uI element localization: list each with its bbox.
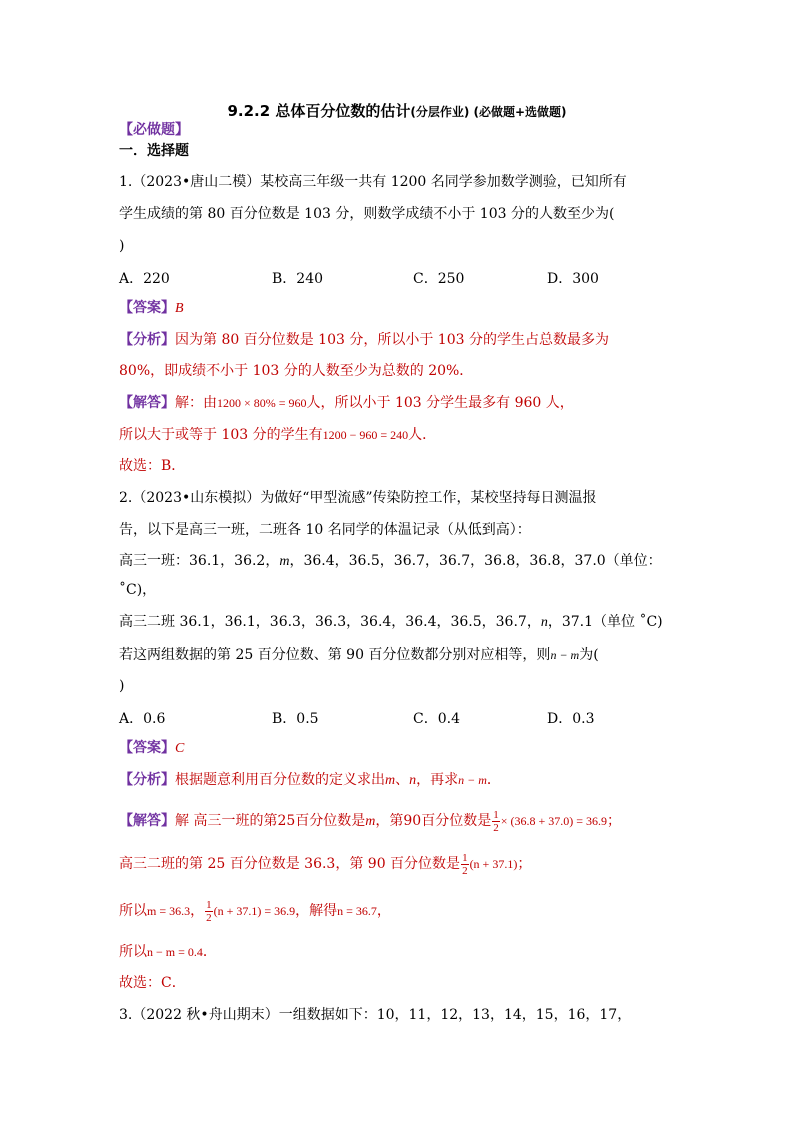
q2-sol2-den: 2 [462, 864, 468, 877]
q2-sol1-num: 1 [493, 808, 499, 821]
q2-analysis-b: ，再求 [416, 772, 459, 788]
q1-solution-1 [119, 393, 574, 413]
q1-option-d: D．300 [547, 271, 599, 287]
q2-line-6-b: 为( [579, 647, 599, 663]
q2-analysis-m: m [385, 773, 396, 788]
q2-sol3-m: m = 36.3 [147, 904, 191, 918]
q2-option-b: B．0.5 [272, 711, 319, 727]
q2-solution-tag: 【解答】 [119, 813, 175, 829]
q2-sol1-den: 2 [493, 821, 499, 834]
q2-answer-value: C [175, 741, 185, 756]
q2-solution-2 [119, 849, 531, 879]
q2-solution-4 [119, 942, 217, 962]
q2-answer-tag: 【答案】 [119, 740, 175, 756]
q1-option-c: C．250 [413, 271, 465, 287]
q2-sol1-a: 解 高三一班的第25百分位数是 [175, 813, 366, 829]
q2-sol3-end: ， [376, 903, 391, 919]
q2-option-c: C．0.4 [413, 711, 460, 727]
q2-line-5-a: 高三二班 36.1，36.1，36.3，36.3，36.4，36.4，36.5，36.7， [119, 614, 541, 630]
q2-var-n: n [540, 615, 548, 630]
q2-analysis-sep: 、 [395, 772, 410, 788]
q2-sol1-fraction [492, 809, 500, 834]
q2-option-d: D．0.3 [547, 711, 595, 727]
q2-solution-3 [119, 896, 391, 926]
q2-sol3-den: 2 [206, 911, 212, 924]
q2-line-7: ) [119, 678, 125, 694]
q2-var-m: m [279, 554, 290, 569]
q2-analysis-end: ． [486, 772, 501, 788]
q1-solution-math-1: 1200 × 80% = 960 [217, 396, 307, 410]
q1-solution-math-2: 1200 − 960 = 240 [322, 428, 409, 442]
q2-sol4-end: ． [202, 944, 217, 960]
page-title [0, 100, 794, 121]
q1-line-3: ) [119, 238, 125, 254]
q3-line-1: 3.（2022 秋•舟山期末）一组数据如下：10，11，12，13，14，15，16，17， [119, 1007, 632, 1023]
q2-line-2: 告，以下是高三一班，二班各 10 名同学的体温记录（从低到高）： [119, 522, 531, 538]
q2-sol3-fraction [205, 899, 213, 924]
q2-analysis-n: n [409, 773, 417, 788]
q2-sol3-math: (n + 37.1) = 36.9 [213, 904, 296, 918]
title-sub: (分层作业) (必做题+选做题) [410, 105, 567, 119]
q1-line-1: 1.（2023•唐山二模）某校高三年级一共有 1200 名同学参加数学测验，已知所有 [119, 174, 627, 190]
q1-line-2: 学生成绩的第 80 百分位数是 103 分，则数学成绩不小于 103 分的人数至少为( [119, 206, 615, 222]
q2-analysis-a: 根据题意利用百分位数的定义求出 [175, 772, 385, 788]
q2-analysis-tag: 【分析】 [119, 772, 175, 788]
q1-solution-text-c: 所以大于或等于 103 分的学生有 [119, 427, 323, 443]
q1-answer [119, 298, 184, 319]
q2-option-a: A．0.6 [119, 711, 166, 727]
q2-line-6-a: 若这两组数据的第 25 百分位数、第 90 百分位数都分别对应相等，则 [119, 647, 551, 663]
q2-sol2-math: (n + 37.1) [469, 857, 518, 871]
title-main: 9.2.2 总体百分位数的估计 [227, 102, 411, 120]
q2-line-1: 2.（2023•山东模拟）为做好“甲型流感”传染防控工作，某校坚持每日测温报 [119, 490, 597, 506]
q2-sol3-n: n = 36.7 [337, 904, 377, 918]
section-heading: 一．选择题 [119, 143, 189, 159]
q2-line-3-b: ，36.4，36.5，36.7，36.7，36.8，36.8，37.0（单位： [289, 553, 662, 569]
q2-solution-1 [119, 806, 621, 836]
q1-answer-tag: 【答案】 [119, 300, 175, 316]
q1-analysis-text-1: 因为第 80 百分位数是 103 分，所以小于 103 分的学生占总数最多为 [175, 332, 609, 348]
q2-line-6-math: n − m [550, 648, 580, 662]
q2-sol1-m: m [365, 814, 376, 829]
q2-line-3 [119, 551, 662, 572]
q1-answer-value: B [175, 301, 184, 316]
q1-analysis-text-2: 80%，即成绩不小于 103 分的人数至少为总数的 20%． [119, 363, 474, 379]
q1-solution-text-a: 解：由 [175, 395, 217, 411]
q2-line-3-a: 高三一班：36.1，36.2， [119, 553, 280, 569]
q1-analysis [119, 330, 609, 350]
q2-sol3-num: 1 [206, 898, 212, 911]
section-tag: 【必做题】 [119, 122, 189, 138]
q1-solution-text-d: 人． [408, 427, 437, 443]
q1-option-a: A．220 [119, 271, 170, 287]
q2-answer [119, 738, 184, 759]
q2-sol2-a: 高三二班的第 25 百分位数是 36.3，第 90 百分位数是 [119, 856, 461, 872]
q2-sol1-end: ； [607, 813, 622, 829]
q2-sol4-a: 所以 [119, 944, 147, 960]
q1-choice: 故选：B． [119, 458, 186, 474]
q2-sol1-b: ，第90百分位数是 [375, 813, 492, 829]
q2-sol2-end: ； [517, 856, 532, 872]
q2-sol2-num: 1 [462, 851, 468, 864]
q2-choice: 故选：C． [119, 975, 186, 991]
q1-solution-2 [119, 425, 436, 445]
q2-sol4-math: n − m = 0.4 [147, 945, 203, 959]
q2-sol3-a: 所以 [119, 903, 147, 919]
q2-sol1-math: × (36.8 + 37.0) = 36.9 [500, 814, 608, 828]
q2-sol3-b: ，解得 [295, 903, 338, 919]
q2-line-4: ˚C)， [119, 582, 157, 598]
q2-line-5 [119, 612, 663, 633]
q1-option-b: B．240 [272, 271, 324, 287]
q2-analysis-math: n − m [458, 773, 487, 787]
q2-analysis [119, 770, 501, 791]
q2-sol3-sep: ， [190, 903, 205, 919]
q1-solution-tag: 【解答】 [119, 395, 175, 411]
q2-line-5-b: ，37.1（单位 ˚C) [547, 614, 663, 630]
q1-solution-text-b: 人，所以小于 103 分学生最多有 960 人， [306, 395, 574, 411]
q2-sol2-fraction [461, 852, 469, 877]
q2-line-6 [119, 645, 599, 665]
q1-analysis-tag: 【分析】 [119, 332, 175, 348]
